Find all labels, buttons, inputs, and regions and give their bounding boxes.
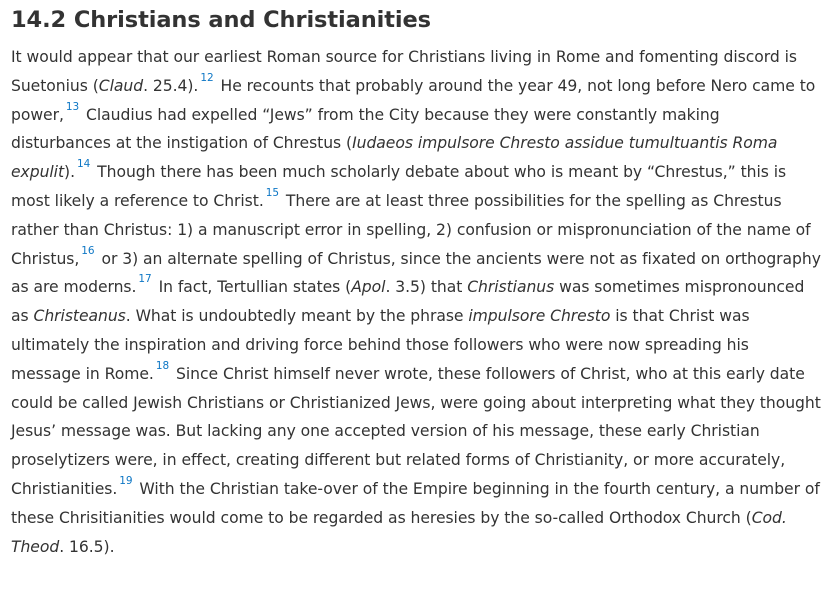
footnote-marker — [64, 101, 81, 113]
text-run: . 16.5). — [59, 537, 115, 556]
footnote-marker — [198, 72, 215, 84]
footnote-link-12[interactable]: 12 — [200, 71, 214, 84]
footnote-marker — [136, 273, 153, 285]
text-run: ). — [64, 163, 75, 182]
text-run: There are at least three possibilities for the spelling as Chrestus rather than Christus: 1) a manuscript error in spelling, 2) confusion or mispronunciation of the name of Christus, — [11, 191, 811, 268]
footnote-link-19[interactable]: 19 — [119, 474, 133, 487]
text-run: In fact, Tertullian states ( — [153, 278, 352, 297]
latin-term: Christianus — [467, 278, 555, 297]
footnote-marker — [75, 158, 92, 170]
citation-title: Claud — [98, 76, 144, 95]
footnote-marker — [154, 360, 171, 372]
text-run: or 3) an alternate spelling of Christus, since the ancients were not as fixated on orthography as are moderns. — [11, 249, 821, 297]
text-run: It would appear that our earliest Roman source for Christians living in Rome and fomenting discord is Suetonius ( — [11, 48, 797, 95]
footnote-marker — [117, 475, 134, 487]
latin-term: Christeanus — [33, 307, 126, 326]
citation-title: Apol — [351, 278, 386, 297]
text-run: With the Christian take-over of the Empire beginning in the fourth century, a number of these Chrisitianities would come to be regarded as heresies by the so-called Orthodox Church ( — [11, 479, 820, 527]
document-page — [11, 6, 823, 561]
text-run: He recounts that probably around the year 49, not long before Nero came to power, — [11, 76, 816, 124]
section-heading: 14.2 Christians and Christianities — [11, 7, 431, 33]
footnote-link-13[interactable]: 13 — [65, 100, 80, 113]
text-run: . 3.5) that — [385, 278, 468, 297]
latin-phrase: impulsore Chresto — [468, 307, 611, 326]
text-run: Though there has been much scholarly debate about who is meant by “Chrestus,” this is most likely a reference to Christ. — [11, 163, 787, 210]
footnote-link-16[interactable]: 16 — [81, 244, 95, 257]
citation-title: Cod. Theod — [11, 508, 787, 556]
latin-quote: Iudaeos impulsore Chresto assidue tumultuantis Roma expulit — [11, 134, 778, 182]
body-paragraph — [11, 43, 823, 561]
text-run: . What is undoubtedly meant by the phrase — [125, 307, 469, 326]
text-run: Since Christ himself never wrote, these followers of Christ, who at this early date could be called Jewish Christians or Christianized Jews, were going about interpreting what they thought Jesus’ message was. But lacking any one accepted version of his message, these early Christian proselytizers were, in effect, creating different but related forms of Christianity, or more accurately, Christianities. — [11, 364, 821, 498]
footnote-link-17[interactable]: 17 — [138, 273, 152, 286]
footnote-marker — [264, 187, 281, 199]
text-run: is that Christ was ultimately the inspiration and driving force behind those followers who were now spreading his message in Rome. — [11, 307, 750, 383]
footnote-link-18[interactable]: 18 — [155, 359, 170, 372]
text-run: . 25.4). — [143, 76, 199, 95]
footnote-link-14[interactable]: 14 — [77, 158, 91, 171]
footnote-link-15[interactable]: 15 — [265, 186, 279, 199]
text-run: Claudius had expelled “Jews” from the City because they were constantly making disturbances at the instigation of Chrestus ( — [11, 105, 720, 153]
text-run: was sometimes mispronounced as — [11, 278, 805, 326]
footnote-marker — [79, 245, 96, 257]
